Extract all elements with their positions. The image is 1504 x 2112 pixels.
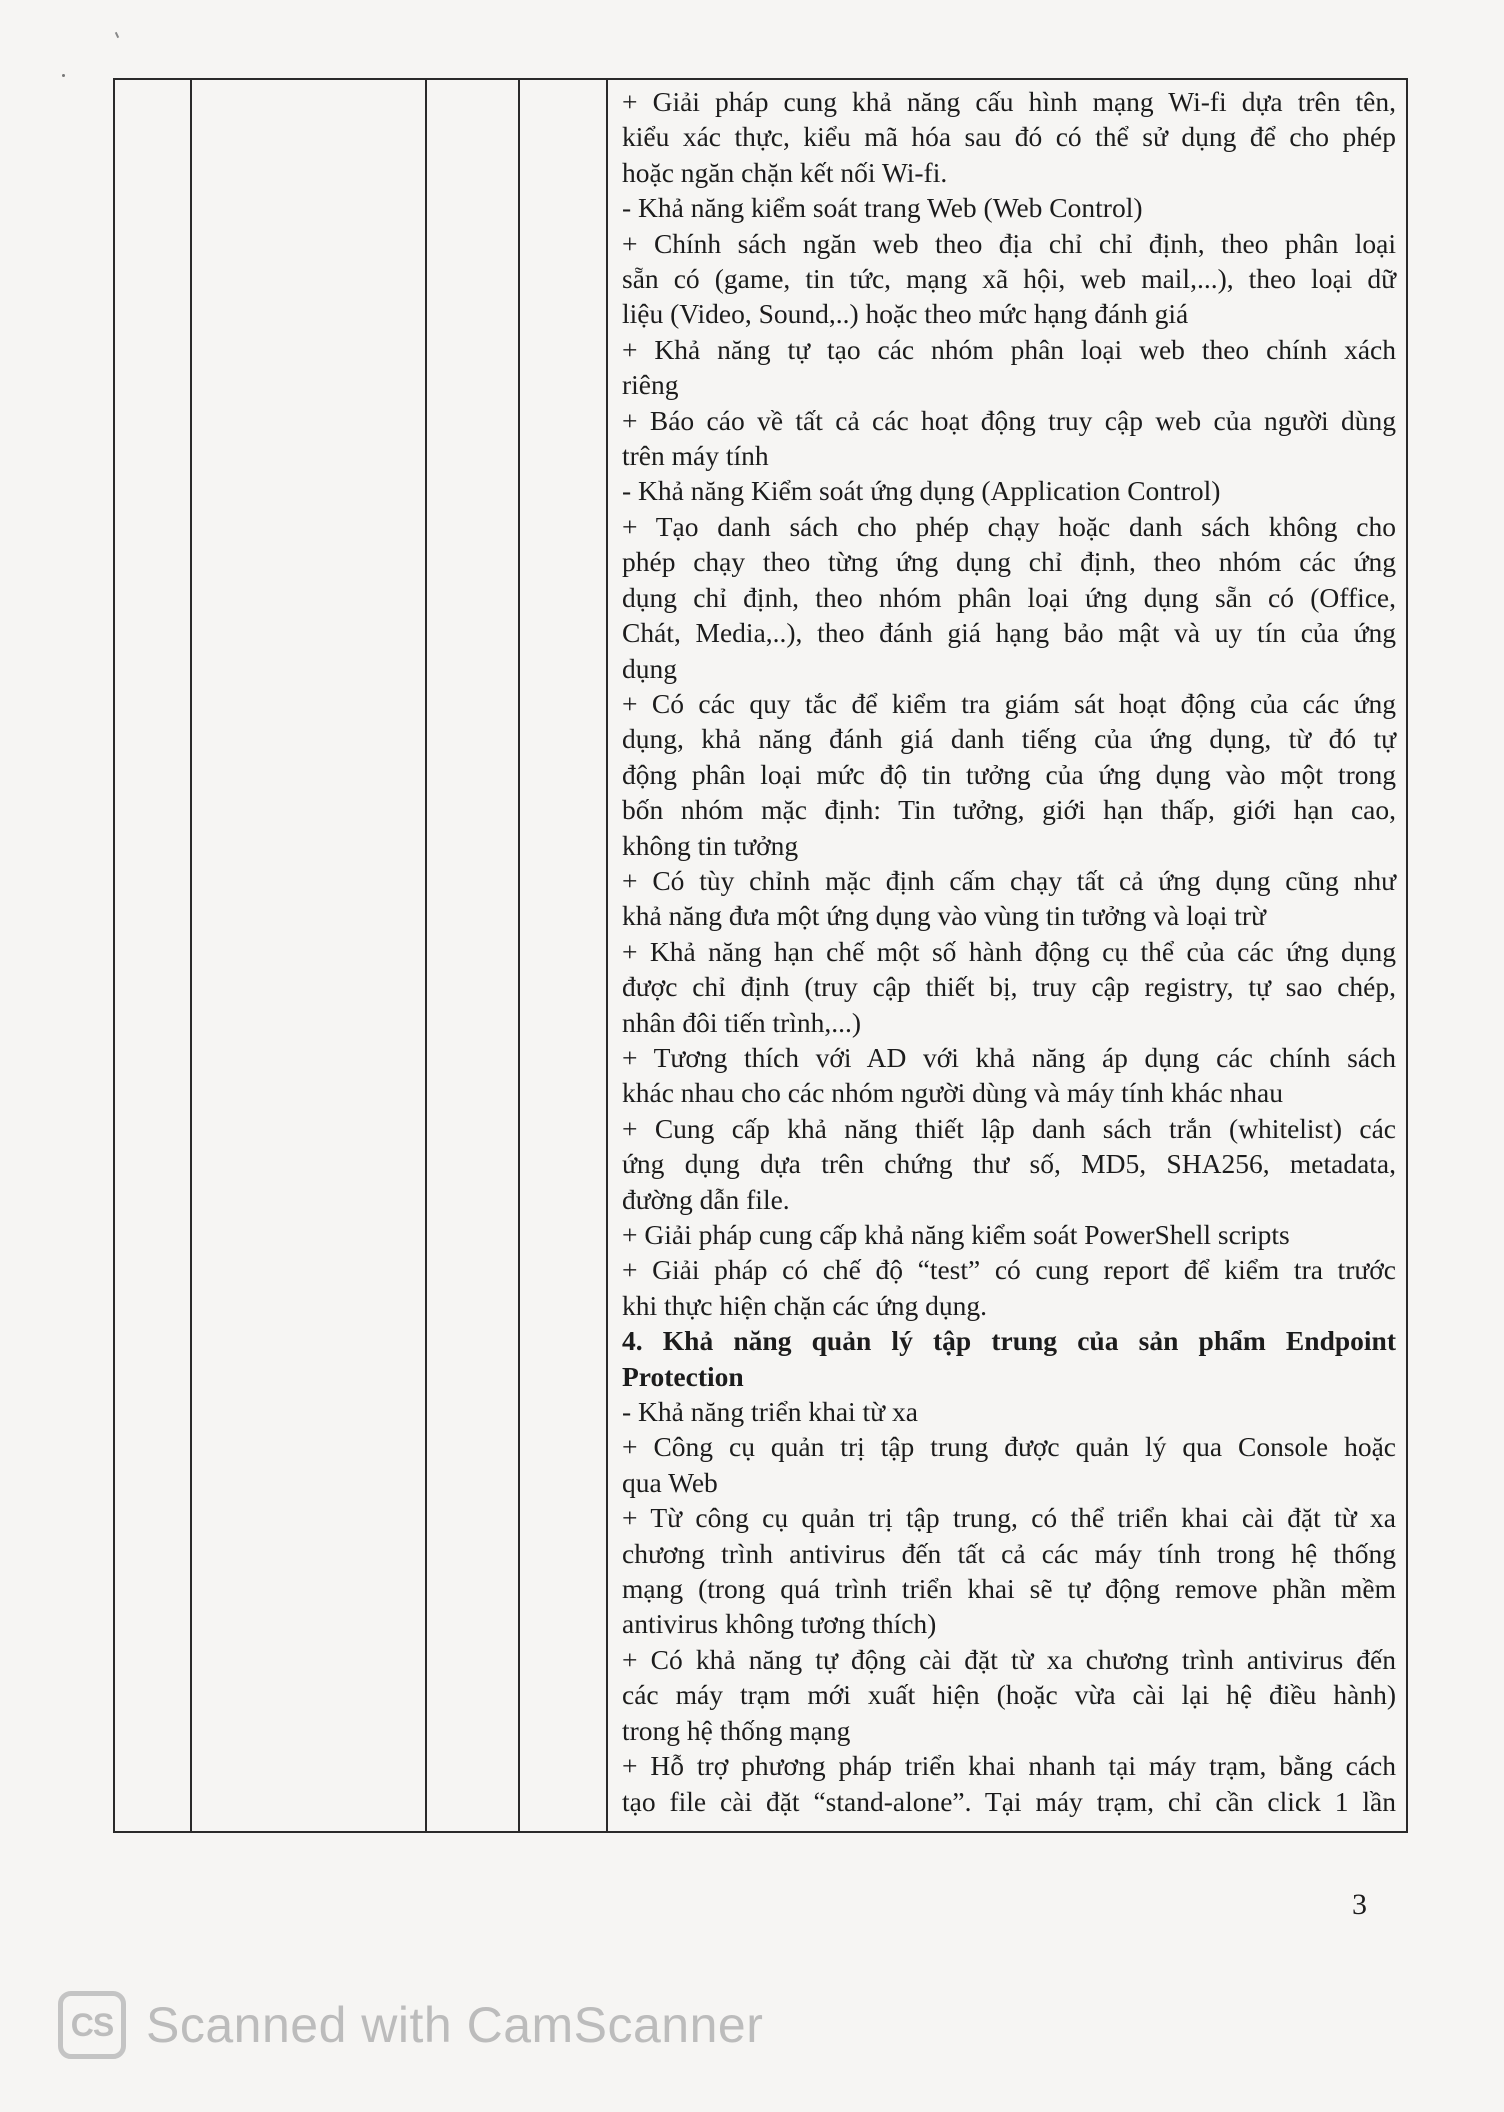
text-line: kiểu xác thực, kiểu mã hóa sau đó có thể sử dụng để cho phép [622, 121, 1396, 153]
text-line: - Khả năng triển khai từ xa [622, 1396, 918, 1428]
text-line: trong hệ thống mạng [622, 1714, 851, 1746]
text-line: khả năng đưa một ứng dụng vào vùng tin tưởng và loại trừ [622, 900, 1266, 932]
text-line: khác nhau cho các nhóm người dùng và máy tính khác nhau [622, 1077, 1283, 1109]
text-line: nhân đôi tiến trình,...) [622, 1006, 862, 1038]
text-line: - Khả năng kiểm soát trang Web (Web Control) [622, 192, 1143, 224]
text-line: + Có tùy chỉnh mặc định cấm chạy tất cả ứng dụng cũng như [622, 864, 1396, 896]
text-line: qua Web [622, 1466, 718, 1498]
text-line: + Từ công cụ quản trị tập trung, có thể triển khai cài đặt từ xa [622, 1502, 1396, 1534]
text-line: Chát, Media,..), theo đánh giá hạng bảo mật và uy tín của ứng [622, 617, 1396, 649]
text-line: các máy trạm mới xuất hiện (hoặc vừa cài lại hệ điều hành) [622, 1679, 1396, 1711]
camscanner-logo-icon: CS [58, 1991, 126, 2059]
text-line: + Giải pháp có chế độ “test” có cung report để kiểm tra trước [622, 1254, 1396, 1286]
camscanner-watermark [58, 1990, 763, 2060]
text-line: chương trình antivirus đến tất cả các máy tính trong hệ thống [622, 1537, 1396, 1569]
text-line: dụng, khả năng đánh giá danh tiếng của ứng dụng, từ đó tự [622, 723, 1396, 755]
text-line: được chỉ định (truy cập thiết bị, truy cập registry, tự sao chép, [622, 971, 1396, 1003]
text-line: + Công cụ quản trị tập trung được quản lý qua Console hoặc [622, 1431, 1396, 1463]
text-line: + Có các quy tắc để kiểm tra giám sát hoạt động của các ứng [622, 687, 1396, 719]
text-line: + Tạo danh sách cho phép chạy hoặc danh sách không cho [622, 510, 1396, 542]
table-column-divider [606, 78, 608, 1833]
text-line: không tin tưởng [622, 829, 799, 861]
text-line: + Báo cáo về tất cả các hoạt động truy cập web của người dùng [622, 404, 1396, 436]
table-column-divider [518, 78, 520, 1833]
scan-speck-mark [115, 32, 119, 38]
text-line: - Khả năng Kiểm soát ứng dụng (Application Control) [622, 475, 1221, 507]
text-line: hoặc ngăn chặn kết nối Wi-fi. [622, 156, 948, 188]
table-column-divider [425, 78, 427, 1833]
text-line: antivirus không tương thích) [622, 1608, 937, 1640]
text-line: trên máy tính [622, 440, 769, 472]
text-line: + Khả năng hạn chế một số hành động cụ thể của các ứng dụng [622, 935, 1396, 967]
text-line: liệu (Video, Sound,..) hoặc theo mức hạng đánh giá [622, 298, 1189, 330]
scan-speck [62, 74, 65, 77]
text-line: tạo file cài đặt “stand-alone”. Tại máy trạm, chỉ cần click 1 lần [622, 1785, 1396, 1817]
text-line: sẵn có (game, tin tức, mạng xã hội, web mail,...), theo loại dữ [622, 263, 1396, 295]
text-line: bốn nhóm mặc định: Tin tưởng, giới hạn thấp, giới hạn cao, [622, 794, 1396, 826]
table-column-divider [190, 78, 192, 1833]
table-cell-description [622, 84, 1396, 1819]
text-line: mạng (trong quá trình triển khai sẽ tự động remove phần mềm [622, 1573, 1396, 1605]
text-line: riêng [622, 369, 679, 401]
text-line: ứng dụng dựa trên chứng thư số, MD5, SHA256, metadata, [622, 1148, 1396, 1180]
text-line: đường dẫn file. [622, 1183, 790, 1215]
section-heading-line: 4. Khả năng quản lý tập trung của sản phẩm Endpoint [622, 1325, 1396, 1357]
watermark-text: Scanned with CamScanner [146, 1997, 764, 2053]
text-line: + Cung cấp khả năng thiết lập danh sách trắn (whitelist) các [622, 1112, 1396, 1144]
text-line: + Có khả năng tự động cài đặt từ xa chương trình antivirus đến [622, 1643, 1396, 1675]
text-line: khi thực hiện chặn các ứng dụng. [622, 1289, 988, 1321]
text-line: + Chính sách ngăn web theo địa chỉ chỉ định, theo phân loại [622, 227, 1396, 259]
text-line: + Giải pháp cung cấp khả năng kiểm soát PowerShell scripts [622, 1219, 1290, 1250]
text-line: phép chạy theo từng ứng dụng chỉ định, theo nhóm các ứng [622, 546, 1396, 578]
text-line: + Khả năng tự tạo các nhóm phân loại web theo chính xách [622, 333, 1396, 365]
text-line: + Giải pháp cung khả năng cấu hình mạng Wi-fi dựa trên tên, [622, 86, 1396, 117]
section-heading-line: Protection [622, 1360, 744, 1392]
text-line: + Tương thích với AD với khả năng áp dụng các chính sách [622, 1041, 1396, 1073]
text-line: dụng [622, 652, 677, 684]
text-line: dụng chỉ định, theo nhóm phân loại ứng dụng sẵn có (Office, [622, 581, 1396, 613]
page-number: 3 [1352, 1888, 1367, 1921]
text-line: + Hỗ trợ phương pháp triển khai nhanh tại máy trạm, bằng cách [622, 1750, 1396, 1782]
text-line: động phân loại mức độ tin tưởng của ứng dụng vào một trong [622, 758, 1396, 790]
